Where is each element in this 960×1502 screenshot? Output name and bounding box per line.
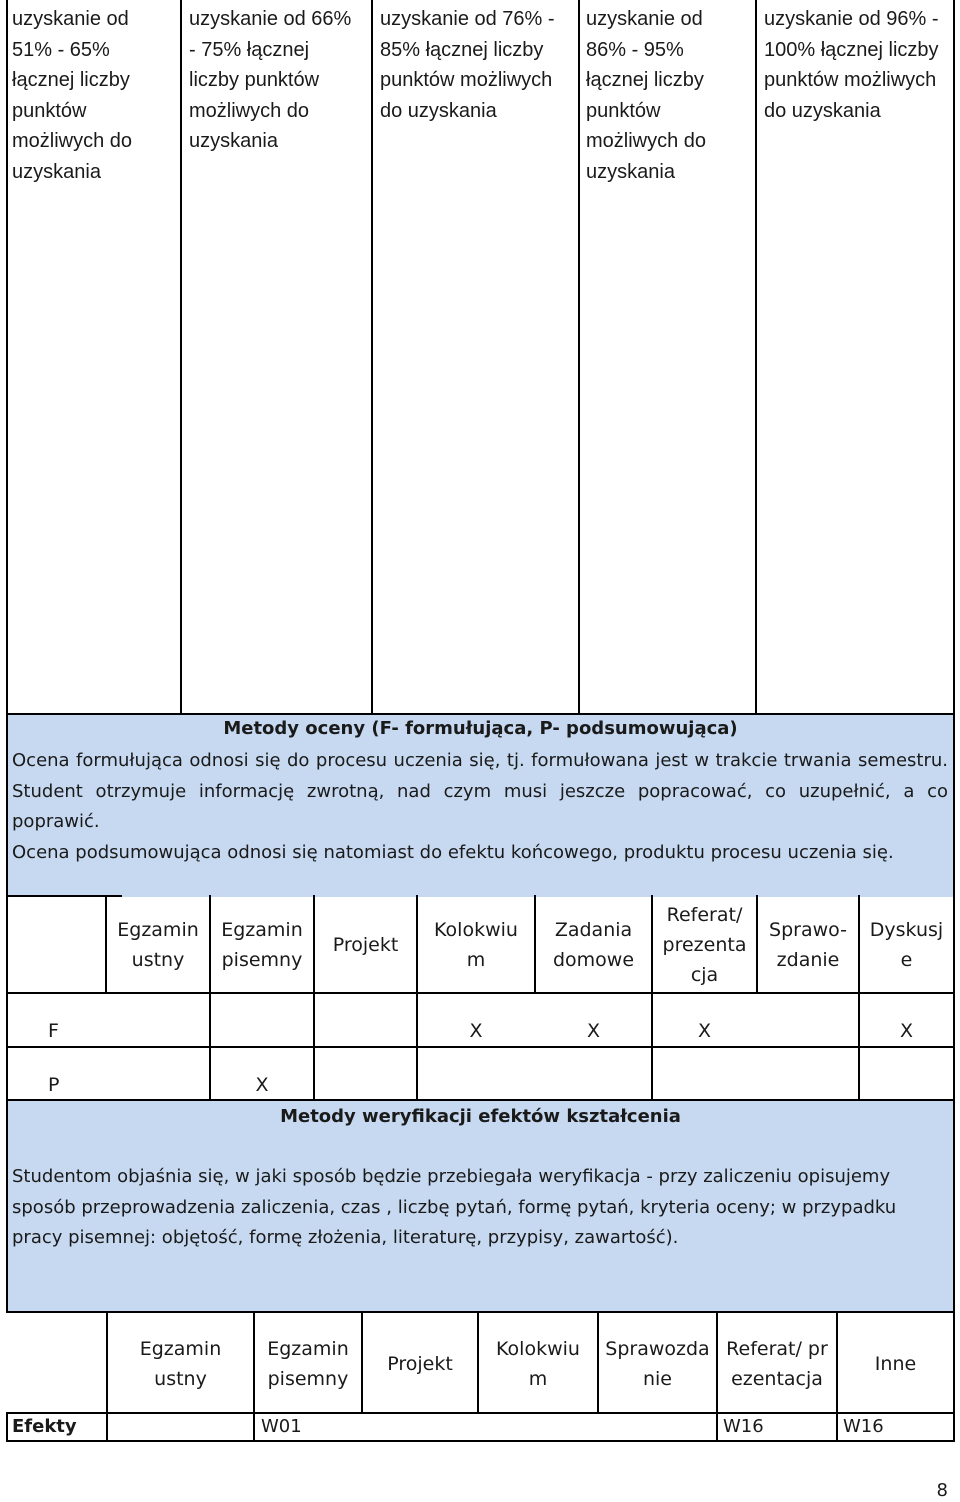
row-label-p: P xyxy=(48,1074,60,1096)
efekty-value-2: W01 xyxy=(261,1416,302,1437)
assessment-title: Metody oceny (F- formułująca, P- podsumowująca) xyxy=(223,718,738,739)
efekty-value-7: W16 xyxy=(843,1416,884,1437)
verif-header-sprawozdanie: Sprawozdanie xyxy=(605,1337,710,1390)
header-zadania-domowe: Zadania domowe xyxy=(552,918,635,971)
page-number: 8 xyxy=(936,1480,948,1501)
header-projekt: Projekt xyxy=(332,933,399,956)
verification-body: Studentom objaśnia się, w jaki sposób będzie przebiegała weryfikacja - przy zaliczeniu opisujemy sposób przeprowadzenia zaliczenia, czas , liczbę pytań, formę pytań, kryteria oceny; w przypadku pracy pisemnej: objętość, formę złożenia, literaturę, przypisy, zawartość). xyxy=(12,1166,897,1248)
efekty-value-6: W16 xyxy=(723,1416,764,1437)
assessment-paragraph-2: Ocena podsumowująca odnosi się natomiast do efektu końcowego, produktu procesu uczenia się. xyxy=(12,842,894,863)
mark-f-referat: X xyxy=(697,1020,712,1042)
row-label-f: F xyxy=(48,1020,59,1042)
header-kolokwium: Kolokwium xyxy=(434,918,518,971)
grade-column-2: uzyskanie od 66% - 75% łącznej liczby punktów możliwych do uzyskania xyxy=(189,8,352,152)
verif-header-projekt: Projekt xyxy=(387,1352,453,1375)
assessment-paragraph-1: Ocena formułująca odnosi się do procesu uczenia się, tj. formułowana jest w trakcie trwania semestru. Student otrzymuje informację zwrotną, nad czym musi jeszcze popracować, co uzupełnić, a co poprawić. xyxy=(12,750,948,832)
grade-column-1: uzyskanie od 51% - 65% łącznej liczby punktów możliwych do uzyskania xyxy=(12,8,133,183)
verif-header-referat: Referat/ prezentacja xyxy=(726,1337,828,1390)
mark-p-egzamin-pisemny: X xyxy=(255,1074,269,1096)
grade-column-4: uzyskanie od 86% - 95% łącznej liczby punktów możliwych do uzyskania xyxy=(586,8,707,183)
mark-f-kolokwium: X xyxy=(469,1020,483,1042)
verification-title: Metody weryfikacji efektów kształcenia xyxy=(280,1106,681,1127)
grade-column-3: uzyskanie od 76% - 85% łącznej liczby punktów możliwych do uzyskania xyxy=(380,8,555,122)
verif-header-kolokwium: Kolokwium xyxy=(496,1337,580,1390)
mark-f-dyskusje: X xyxy=(899,1020,914,1042)
mark-f-zadania-domowe: X xyxy=(586,1020,601,1042)
header-dyskusje: Dyskusje xyxy=(869,918,944,971)
verif-header-egzamin-ustny: Egzamin ustny xyxy=(139,1337,222,1390)
header-egzamin-pisemny: Egzamin pisemny xyxy=(221,918,303,971)
grade-column-5: uzyskanie od 96% - 100% łącznej liczby punktów możliwych do uzyskania xyxy=(764,8,939,122)
verif-header-inne: Inne xyxy=(874,1352,917,1375)
header-egzamin-ustny: Egzamin ustny xyxy=(117,918,199,971)
verif-header-egzamin-pisemny: Egzamin pisemny xyxy=(267,1337,349,1390)
header-sprawozdanie: Sprawo-zdanie xyxy=(769,918,847,971)
efekty-label: Efekty xyxy=(12,1416,77,1437)
header-referat: Referat/ prezentacja xyxy=(662,903,747,986)
